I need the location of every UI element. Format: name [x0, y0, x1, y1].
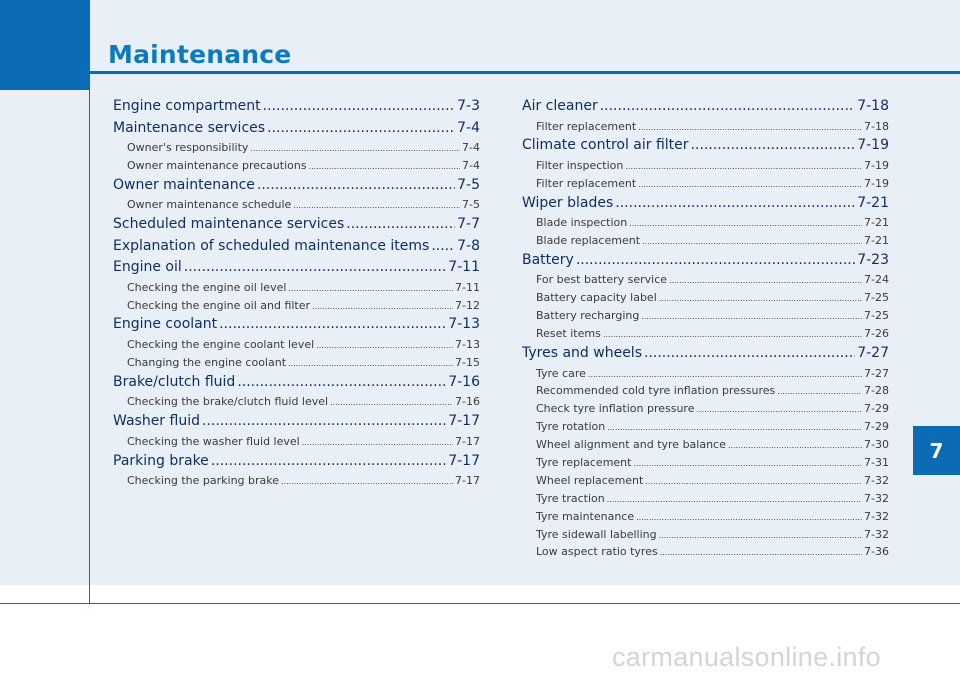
toc-page-number: 7-32: [864, 473, 889, 487]
toc-section-entry[interactable]: [113, 257, 480, 279]
toc-subsection-entry[interactable]: [522, 325, 889, 343]
toc-page-number: 7-5: [457, 176, 480, 193]
toc-dot-leader: [638, 118, 862, 137]
toc-page-number: 7-3: [457, 98, 480, 114]
toc-subsection-entry[interactable]: [522, 214, 889, 232]
toc-page-number: 7-25: [864, 291, 889, 305]
toc-section-entry[interactable]: [522, 135, 889, 157]
toc-subsection-entry[interactable]: [522, 454, 889, 472]
toc-dot-leader: [777, 382, 862, 401]
toc-page-number: 7-7: [457, 216, 480, 233]
toc-dot-leader: [659, 289, 862, 308]
toc-dot-leader: [691, 135, 856, 157]
toc-entry-title: Air cleaner: [522, 98, 598, 114]
toc-right-column: [522, 96, 889, 561]
page-title: Maintenance: [108, 40, 292, 69]
toc-subsection-entry[interactable]: [113, 472, 480, 490]
toc-section-entry[interactable]: [522, 96, 889, 118]
toc-section-entry[interactable]: [113, 175, 480, 197]
toc-dot-leader: [263, 96, 455, 118]
toc-section-entry[interactable]: [113, 314, 480, 336]
toc-dot-leader: [728, 436, 862, 455]
toc-page-number: 7-4: [462, 158, 480, 172]
toc-entry-title: Blade replacement: [536, 234, 641, 248]
toc-entry-title: Filter replacement: [536, 176, 637, 190]
chapter-tab[interactable]: 7: [913, 426, 960, 475]
toc-dot-leader: [607, 418, 862, 437]
toc-dot-leader: [330, 393, 453, 412]
toc-section-entry[interactable]: [113, 118, 480, 140]
toc-dot-leader: [669, 271, 862, 290]
toc-subsection-entry[interactable]: [113, 139, 480, 157]
toc-entry-title: Blade inspection: [536, 216, 628, 230]
toc-page-number: 7-5: [462, 198, 480, 212]
toc-entry-title: Low aspect ratio tyres: [536, 545, 658, 559]
toc-page-number: 7-29: [864, 402, 889, 416]
toc-dot-leader: [316, 336, 453, 355]
toc-entry-title: Tyre maintenance: [536, 509, 635, 523]
toc-dot-leader: [219, 314, 446, 336]
toc-page-number: 7-17: [448, 452, 480, 469]
toc-subsection-entry[interactable]: [522, 400, 889, 418]
toc-subsection-entry[interactable]: [522, 490, 889, 508]
toc-page-number: 7-19: [864, 176, 889, 190]
toc-entry-title: For best battery service: [536, 273, 668, 287]
toc-dot-leader: [257, 175, 455, 197]
toc-entry-title: Checking the engine coolant level: [127, 337, 315, 351]
toc-subsection-entry[interactable]: [522, 175, 889, 193]
toc-entry-title: Recommended cold tyre inflation pressures: [536, 384, 776, 398]
toc-subsection-entry[interactable]: [522, 289, 889, 307]
toc-entry-title: Tyre replacement: [536, 455, 632, 469]
toc-dot-leader: [250, 139, 460, 158]
toc-page-number: 7-18: [864, 119, 889, 133]
toc-subsection-entry[interactable]: [113, 354, 480, 372]
toc-dot-leader: [431, 236, 455, 258]
toc-page-number: 7-24: [864, 273, 889, 287]
toc-subsection-entry[interactable]: [522, 157, 889, 175]
toc-subsection-entry[interactable]: [522, 526, 889, 544]
toc-page-number: 7-32: [864, 527, 889, 541]
toc-subsection-entry[interactable]: [522, 472, 889, 490]
toc-section-entry[interactable]: [522, 250, 889, 272]
toc-page-number: 7-21: [864, 216, 889, 230]
toc-subsection-entry[interactable]: [522, 271, 889, 289]
toc-dot-leader: [644, 343, 855, 365]
toc-page-number: 7-30: [864, 438, 889, 452]
toc-entry-title: Checking the parking brake: [127, 474, 280, 488]
toc-page-number: 7-27: [864, 366, 889, 380]
toc-dot-leader: [184, 257, 446, 279]
toc-entry-title: Battery: [522, 251, 574, 268]
toc-dot-leader: [615, 193, 855, 215]
toc-entry-title: Checking the engine oil and filter: [127, 298, 311, 312]
toc-page-number: 7-16: [448, 373, 480, 390]
toc-section-entry[interactable]: [113, 236, 480, 258]
toc-section-entry[interactable]: [113, 214, 480, 236]
toc-entry-title: Parking brake: [113, 452, 209, 469]
toc-page-number: 7-8: [457, 237, 480, 254]
toc-page-number: 7-29: [864, 420, 889, 434]
toc-subsection-entry[interactable]: [113, 297, 480, 315]
toc-subsection-entry[interactable]: [522, 418, 889, 436]
toc-page-number: 7-27: [857, 345, 889, 362]
toc-section-entry[interactable]: [113, 451, 480, 473]
toc-dot-leader: [600, 96, 856, 118]
toc-dot-leader: [696, 400, 862, 419]
toc-subsection-entry[interactable]: [113, 157, 480, 175]
toc-page-number: 7-4: [457, 119, 480, 136]
toc-entry-title: Scheduled maintenance services: [113, 216, 345, 233]
toc-dot-leader: [607, 490, 862, 509]
left-rule: [89, 90, 90, 604]
toc-entry-title: Tyre sidewall labelling: [536, 527, 657, 541]
toc-page-number: 7-4: [462, 141, 480, 154]
toc-entry-title: Owner maintenance precautions: [127, 158, 307, 172]
toc-dot-leader: [309, 157, 460, 176]
toc-entry-title: Battery capacity label: [536, 291, 657, 305]
toc-page-number: 7-25: [864, 309, 889, 323]
toc-page-number: 7-36: [864, 545, 889, 559]
toc-subsection-entry[interactable]: [522, 508, 889, 526]
toc-subsection-entry[interactable]: [113, 433, 480, 451]
toc-entry-title: Reset items: [536, 327, 601, 341]
toc-subsection-entry[interactable]: [522, 118, 889, 136]
toc-page-number: 7-32: [864, 491, 889, 505]
watermark: carmanualsonline.info: [612, 642, 881, 672]
toc-entry-title: Filter replacement: [536, 119, 637, 133]
toc-subsection-entry[interactable]: [522, 436, 889, 454]
toc-section-entry[interactable]: [113, 411, 480, 433]
toc-entry-title: Checking the engine oil level: [127, 280, 287, 294]
toc-entry-title: Battery recharging: [536, 309, 640, 323]
toc-dot-leader: [588, 365, 862, 384]
toc-page-number: 7-17: [448, 413, 480, 430]
toc-dot-leader: [346, 214, 455, 236]
toc-section-entry[interactable]: [113, 96, 480, 118]
toc-dot-leader: [237, 372, 446, 394]
toc-entry-title: Engine coolant: [113, 316, 218, 333]
toc-page-number: 7-15: [455, 355, 480, 369]
toc-page-number: 7-13: [455, 337, 480, 351]
toc-subsection-entry[interactable]: [522, 543, 889, 561]
toc-page-number: 7-17: [455, 434, 480, 448]
toc-dot-leader: [302, 433, 453, 452]
toc-page-number: 7-19: [857, 137, 889, 154]
toc-page-number: 7-19: [864, 158, 889, 172]
toc-subsection-entry[interactable]: [113, 279, 480, 297]
toc-entry-title: Washer fluid: [113, 413, 200, 430]
toc-entry-title: Tyre traction: [536, 491, 605, 505]
toc-dot-leader: [202, 411, 446, 433]
toc-entry-title: Engine oil: [113, 259, 182, 276]
toc-entry-title: Tyres and wheels: [522, 345, 642, 362]
toc-dot-leader: [576, 250, 855, 272]
toc-entry-title: Brake/clutch fluid: [113, 373, 236, 390]
toc-page-number: 7-13: [448, 316, 480, 333]
toc-page-number: 7-21: [857, 194, 889, 211]
toc-subsection-entry[interactable]: [522, 307, 889, 325]
toc-subsection-entry[interactable]: [522, 382, 889, 400]
toc-section-entry[interactable]: [113, 372, 480, 394]
toc-entry-title: Owner maintenance schedule: [127, 198, 292, 212]
toc-dot-leader: [645, 472, 862, 491]
toc-dot-leader: [288, 354, 453, 373]
toc-entry-title: Wheel alignment and tyre balance: [536, 438, 726, 452]
toc-subsection-entry[interactable]: [113, 196, 480, 214]
toc-dot-leader: [660, 543, 862, 562]
toc-entry-title: Explanation of scheduled maintenance items: [113, 237, 430, 254]
toc-entry-title: Filter inspection: [536, 158, 624, 172]
toc-page-number: 7-11: [455, 280, 480, 294]
toc-page-number: 7-11: [448, 259, 480, 276]
toc-page-number: 7-26: [864, 327, 889, 341]
toc-section-entry[interactable]: [522, 343, 889, 365]
toc-page-number: 7-23: [857, 251, 889, 268]
toc-subsection-entry[interactable]: [522, 232, 889, 250]
toc-dot-leader: [638, 175, 862, 194]
toc-dot-leader: [641, 307, 862, 326]
toc-page-number: 7-28: [864, 384, 889, 398]
bottom-rule: [0, 603, 960, 604]
toc-entry-title: Owner's responsibility: [127, 141, 249, 154]
toc-entry-title: Changing the engine coolant: [127, 355, 287, 369]
toc-entry-title: Tyre rotation: [536, 420, 606, 434]
toc-entry-title: Maintenance services: [113, 119, 266, 136]
corner-block: [0, 0, 90, 90]
toc-entry-title: Climate control air filter: [522, 137, 689, 154]
toc-subsection-entry[interactable]: [522, 365, 889, 383]
toc-dot-leader: [603, 325, 862, 344]
toc-entry-title: Checking the brake/clutch fluid level: [127, 395, 329, 409]
toc-page-number: 7-31: [864, 455, 889, 469]
toc-left-column: [113, 96, 480, 490]
toc-page-number: 7-16: [455, 395, 480, 409]
toc-dot-leader: [267, 118, 455, 140]
toc-dot-leader: [633, 454, 862, 473]
title-rule: [90, 71, 960, 74]
toc-dot-leader: [625, 157, 862, 176]
toc-dot-leader: [659, 526, 862, 545]
toc-entry-title: Wheel replacement: [536, 473, 644, 487]
toc-section-entry[interactable]: [522, 193, 889, 215]
toc-dot-leader: [312, 297, 453, 316]
toc-subsection-entry[interactable]: [113, 336, 480, 354]
toc-dot-leader: [629, 214, 862, 233]
toc-page-number: 7-17: [455, 474, 480, 488]
toc-page-number: 7-12: [455, 298, 480, 312]
toc-dot-leader: [642, 232, 862, 251]
toc-dot-leader: [636, 508, 862, 527]
toc-entry-title: Check tyre inflation pressure: [536, 402, 695, 416]
toc-dot-leader: [288, 279, 453, 298]
toc-page-number: 7-21: [864, 234, 889, 248]
toc-page-number: 7-32: [864, 509, 889, 523]
toc-subsection-entry[interactable]: [113, 393, 480, 411]
toc-entry-title: Checking the washer fluid level: [127, 434, 300, 448]
toc-entry-title: Tyre care: [536, 366, 586, 380]
toc-dot-leader: [293, 196, 460, 215]
toc-entry-title: Owner maintenance: [113, 176, 255, 193]
toc-dot-leader: [281, 472, 453, 491]
toc-entry-title: Engine compartment: [113, 98, 261, 114]
toc-page-number: 7-18: [857, 98, 889, 114]
toc-entry-title: Wiper blades: [522, 194, 614, 211]
toc-dot-leader: [211, 451, 446, 473]
